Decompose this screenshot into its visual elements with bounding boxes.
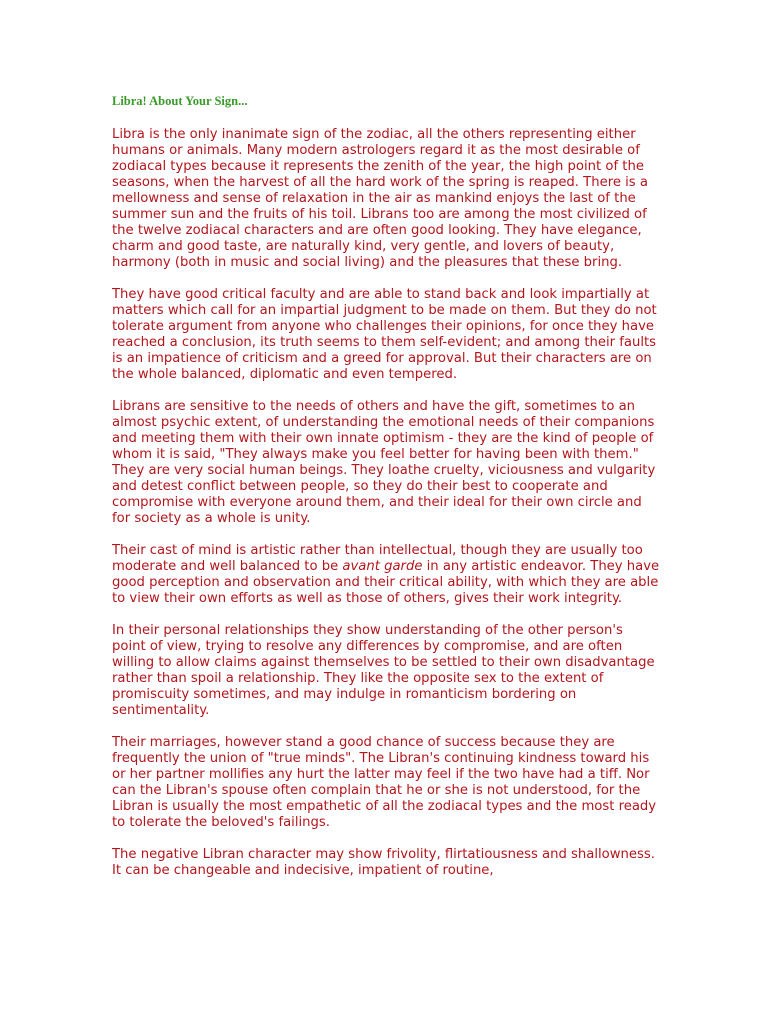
document-title: Libra! About Your Sign... bbox=[112, 94, 248, 108]
paragraph-text: Their cast of mind is artistic rather than intellectual, though they are usually too moderate and well balanced to be bbox=[112, 543, 643, 574]
paragraph: The negative Libran character may show frivolity, flirtatiousness and shallowness. It can be changeable and indecisive, impatient of routine, bbox=[112, 847, 655, 878]
paragraph: Their marriages, however stand a good chance of success because they are frequently the union of "true minds". The Libran's continuing kindness toward his or her partner mollifies any hurt the latter may feel if the two have had a tiff. Nor can the Libran's spouse often complain that he or she is not understood, for the Libran is usually the most empathetic of all the zodiacal types and the most ready to tolerate the beloved's failings. bbox=[112, 735, 657, 830]
paragraph: They have good critical faculty and are able to stand back and look impartially at matters which call for an impartial judgment to be made on them. But they do not tolerate argument from anyone who challenges their opinions, for once they have reached a conclusion, its truth seems to them self-evident; and among their faults is an impatience of criticism and a greed for approval. But their characters are on the whole balanced, diplomatic and even tempered. bbox=[112, 287, 657, 382]
paragraph bbox=[112, 543, 660, 607]
paragraph: In their personal relationships they show understanding of the other person's point of view, trying to resolve any differences by compromise, and are often willing to allow claims against themselves to be settled to their own disadvantage rather than spoil a relationship. They like the opposite sex to the extent of promiscuity sometimes, and may indulge in romanticism bordering on sentimentality. bbox=[112, 623, 655, 718]
paragraph: Librans are sensitive to the needs of others and have the gift, sometimes to an almost psychic extent, of understanding the emotional needs of their companions and meeting them with their own innate optimism - they are the kind of people of whom it is said, "They always make you feel better for having been with them." They are very social human beings. They loathe cruelty, viciousness and vulgarity and detest conflict between people, so they do their best to cooperate and compromise with everyone around them, and their ideal for their own circle and for society as a whole is unity. bbox=[112, 399, 656, 526]
document-page bbox=[112, 93, 660, 895]
paragraph-text: in any artistic endeavor. They have good perception and observation and their critical ability, with which they are able to view their own efforts as well as those of others, gives their work integrity. bbox=[112, 559, 660, 606]
italic-phrase: avant garde bbox=[342, 559, 423, 574]
paragraph: Libra is the only inanimate sign of the zodiac, all the others representing either humans or animals. Many modern astrologers regard it as the most desirable of zodiacal types because it represents the zenith of the year, the high point of the seasons, when the harvest of all the hard work of the spring is reaped. There is a mellowness and sense of relaxation in the air as mankind enjoys the last of the summer sun and the fruits of his toil. Librans too are among the most civilized of the twelve zodiacal characters and are often good looking. They have elegance, charm and good taste, are naturally kind, very gentle, and lovers of beauty, harmony (both in music and social living) and the pleasures that these bring. bbox=[112, 127, 648, 270]
